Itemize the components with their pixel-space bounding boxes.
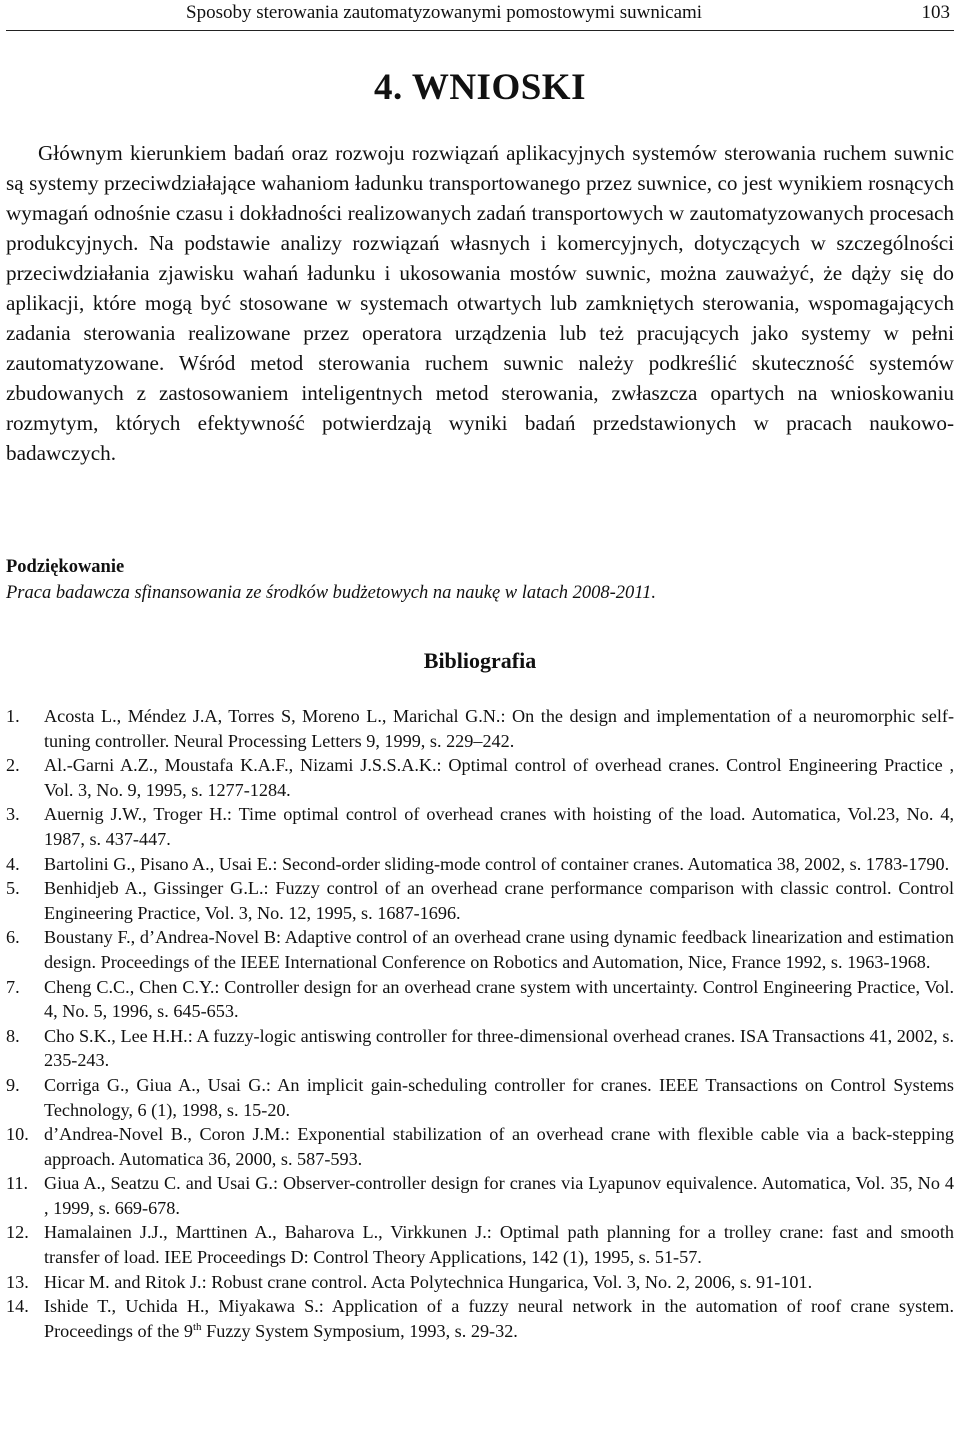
reference-text: Corriga G., Giua A., Usai G.: An implicit gain-scheduling controller for cranes. IEEE Transactions on Control Systems Technology, 6 (1), 1998, s. 15-20. (44, 1074, 954, 1120)
acknowledgement-title: Podziękowanie (6, 557, 125, 577)
page-header (6, 0, 954, 31)
reference-item (6, 1024, 954, 1073)
page-number: 103 (921, 2, 950, 23)
acknowledgement-text: Praca badawcza sfinansowania ze środków budżetowych na naukę w latach 2008-2011. (6, 583, 657, 603)
reference-number: 11. (6, 1173, 29, 1194)
reference-text: d’Andrea-Novel B., Coron J.M.: Exponential stabilization of an overhead crane with flexible cable via a back-stepping approach. Automatica 36, 2000, s. 587-593. (44, 1124, 954, 1169)
reference-number: 3. (6, 804, 20, 825)
reference-text: Hicar M. and Ritok J.: Robust crane control. Acta Polytechnica Hungarica, Vol. 3, No. 2, 2006, s. 91-101. (44, 1271, 813, 1292)
reference-number: 10. (6, 1124, 29, 1145)
reference-number: 9. (6, 1074, 20, 1095)
reference-item (6, 1270, 954, 1295)
reference-number: 2. (6, 755, 20, 776)
bibliography-title: Bibliografia (423, 648, 537, 673)
reference-text: Benhidjeb A., Gissinger G.L.: Fuzzy control of an overhead crane performance comparison with classic control. Control Engineering Practice, Vol. 3, No. 12, 1995, s. 1687-1696. (44, 878, 954, 923)
reference-item (6, 1294, 954, 1343)
reference-number: 14. (6, 1296, 29, 1317)
reference-text: Ishide T., Uchida H., Miyakawa S.: Application of a fuzzy neural network in the automation of roof crane system. Proceedings of the 9 (44, 1296, 954, 1341)
running-title: Sposoby sterowania zautomatyzowanymi pomostowymi suwnicami (186, 2, 703, 23)
section-title: 4. WNIOSKI (374, 67, 586, 108)
reference-text: Bartolini G., Pisano A., Usai E.: Second-order sliding-mode control of container cranes. Automatica 38, 2002, s. 1783-1790. (44, 853, 950, 874)
reference-item (6, 704, 954, 753)
reference-item (6, 876, 954, 925)
reference-item (6, 975, 954, 1024)
reference-number: 12. (6, 1222, 29, 1243)
reference-item (6, 925, 954, 974)
reference-item (6, 852, 954, 877)
reference-number: 13. (6, 1271, 29, 1292)
reference-text: Fuzzy System Symposium, 1993, s. 29-32. (201, 1320, 518, 1341)
reference-item (6, 1122, 954, 1171)
reference-superscript: th (193, 1320, 202, 1333)
reference-list (6, 704, 954, 1343)
reference-item (6, 1220, 954, 1269)
reference-number: 5. (6, 878, 20, 899)
reference-number: 8. (6, 1025, 20, 1046)
reference-number: 7. (6, 976, 20, 997)
reference-text: Boustany F., d’Andrea-Novel B: Adaptive control of an overhead crane using dynamic feedback linearization and estimation design. Proceedings of the IEEE International Conference on Robotics and Automation, Nice, France 1992, s. 1963-1968. (44, 927, 954, 972)
reference-text: Acosta L., Méndez J.A, Torres S, Moreno L., Marichal G.N.: On the design and implementation of a neuromorphic self-tuning controller. Neural Processing Letters 9, 1999, s. 229–242. (44, 706, 954, 751)
reference-number: 6. (6, 927, 20, 948)
reference-item (6, 802, 954, 851)
reference-text: Hamalainen J.J., Marttinen A., Baharova L., Virkkunen J.: Optimal path planning for a trolley crane: fast and smooth transfer of load. IEE Proceedings D: Control Theory Applications, 142 (1), 1995, s. 51-57. (44, 1222, 954, 1268)
reference-text: Cho S.K., Lee H.H.: A fuzzy-logic antiswing controller for three-dimensional overhead cranes. ISA Transactions 41, 2002, s. 235-243. (44, 1025, 954, 1071)
reference-item (6, 753, 954, 802)
reference-item (6, 1171, 954, 1220)
reference-text: Giua A., Seatzu C. and Usai G.: Observer-controller design for cranes via Lyapunov equivalence. Automatica, Vol. 35, No 4 , 1999, s. 669-678. (44, 1173, 954, 1218)
reference-item (6, 1073, 954, 1122)
reference-number: 4. (6, 853, 20, 874)
reference-number: 1. (6, 706, 20, 726)
reference-text: Cheng C.C., Chen C.Y.: Controller design for an overhead crane system with uncertainty. Control Engineering Practice, Vol. 4, No. 5, 1996, s. 645-653. (44, 976, 954, 1022)
reference-text: Al.-Garni A.Z., Moustafa K.A.F., Nizami J.S.S.A.K.: Optimal control of overhead cranes. Control Engineering Practice , Vol. 3, No. 9, 1995, s. 1277-1284. (44, 755, 954, 800)
reference-text: Auernig J.W., Troger H.: Time optimal control of overhead cranes with hoisting of the load. Automatica, Vol.23, No. 4, 1987, s. 437-447. (44, 804, 954, 849)
conclusion-paragraph: Głównym kierunkiem badań oraz rozwoju rozwiązań aplikacyjnych systemów sterowania ruchem suwnic są systemy przeciwdziałające wahaniom ładunku transportowanego przez suwnice, co jest wynikiem rosnących wymagań odnośnie czasu i dokładności realizowanych zadań transportowych w zautomatyzowanych procesach produkcyjnych. Na podstawie analizy rozwiązań własnych i komercyjnych, dotyczących w szczególności przeciwdziałania zjawisku wahań ładunku i ukosowania mostów suwnic, można zauważyć, że dąży się do aplikacji, które mogą być stosowane w systemach otwartych lub zamkniętych sterowania, wspomagających zadania sterowania realizowane przez operatora urządzenia lub też pracujących jako systemy w pełni zautomatyzowane. Wśród metod sterowania ruchem suwnic należy podkreślić skuteczność systemów zbudowanych z zastosowaniem inteligentnych metod sterowania, zwłaszcza opartych na wnioskowaniu rozmytym, których efektywność potwierdzają wyniki badań przedstawionych w pracach naukowo-badawczych. (6, 141, 954, 465)
